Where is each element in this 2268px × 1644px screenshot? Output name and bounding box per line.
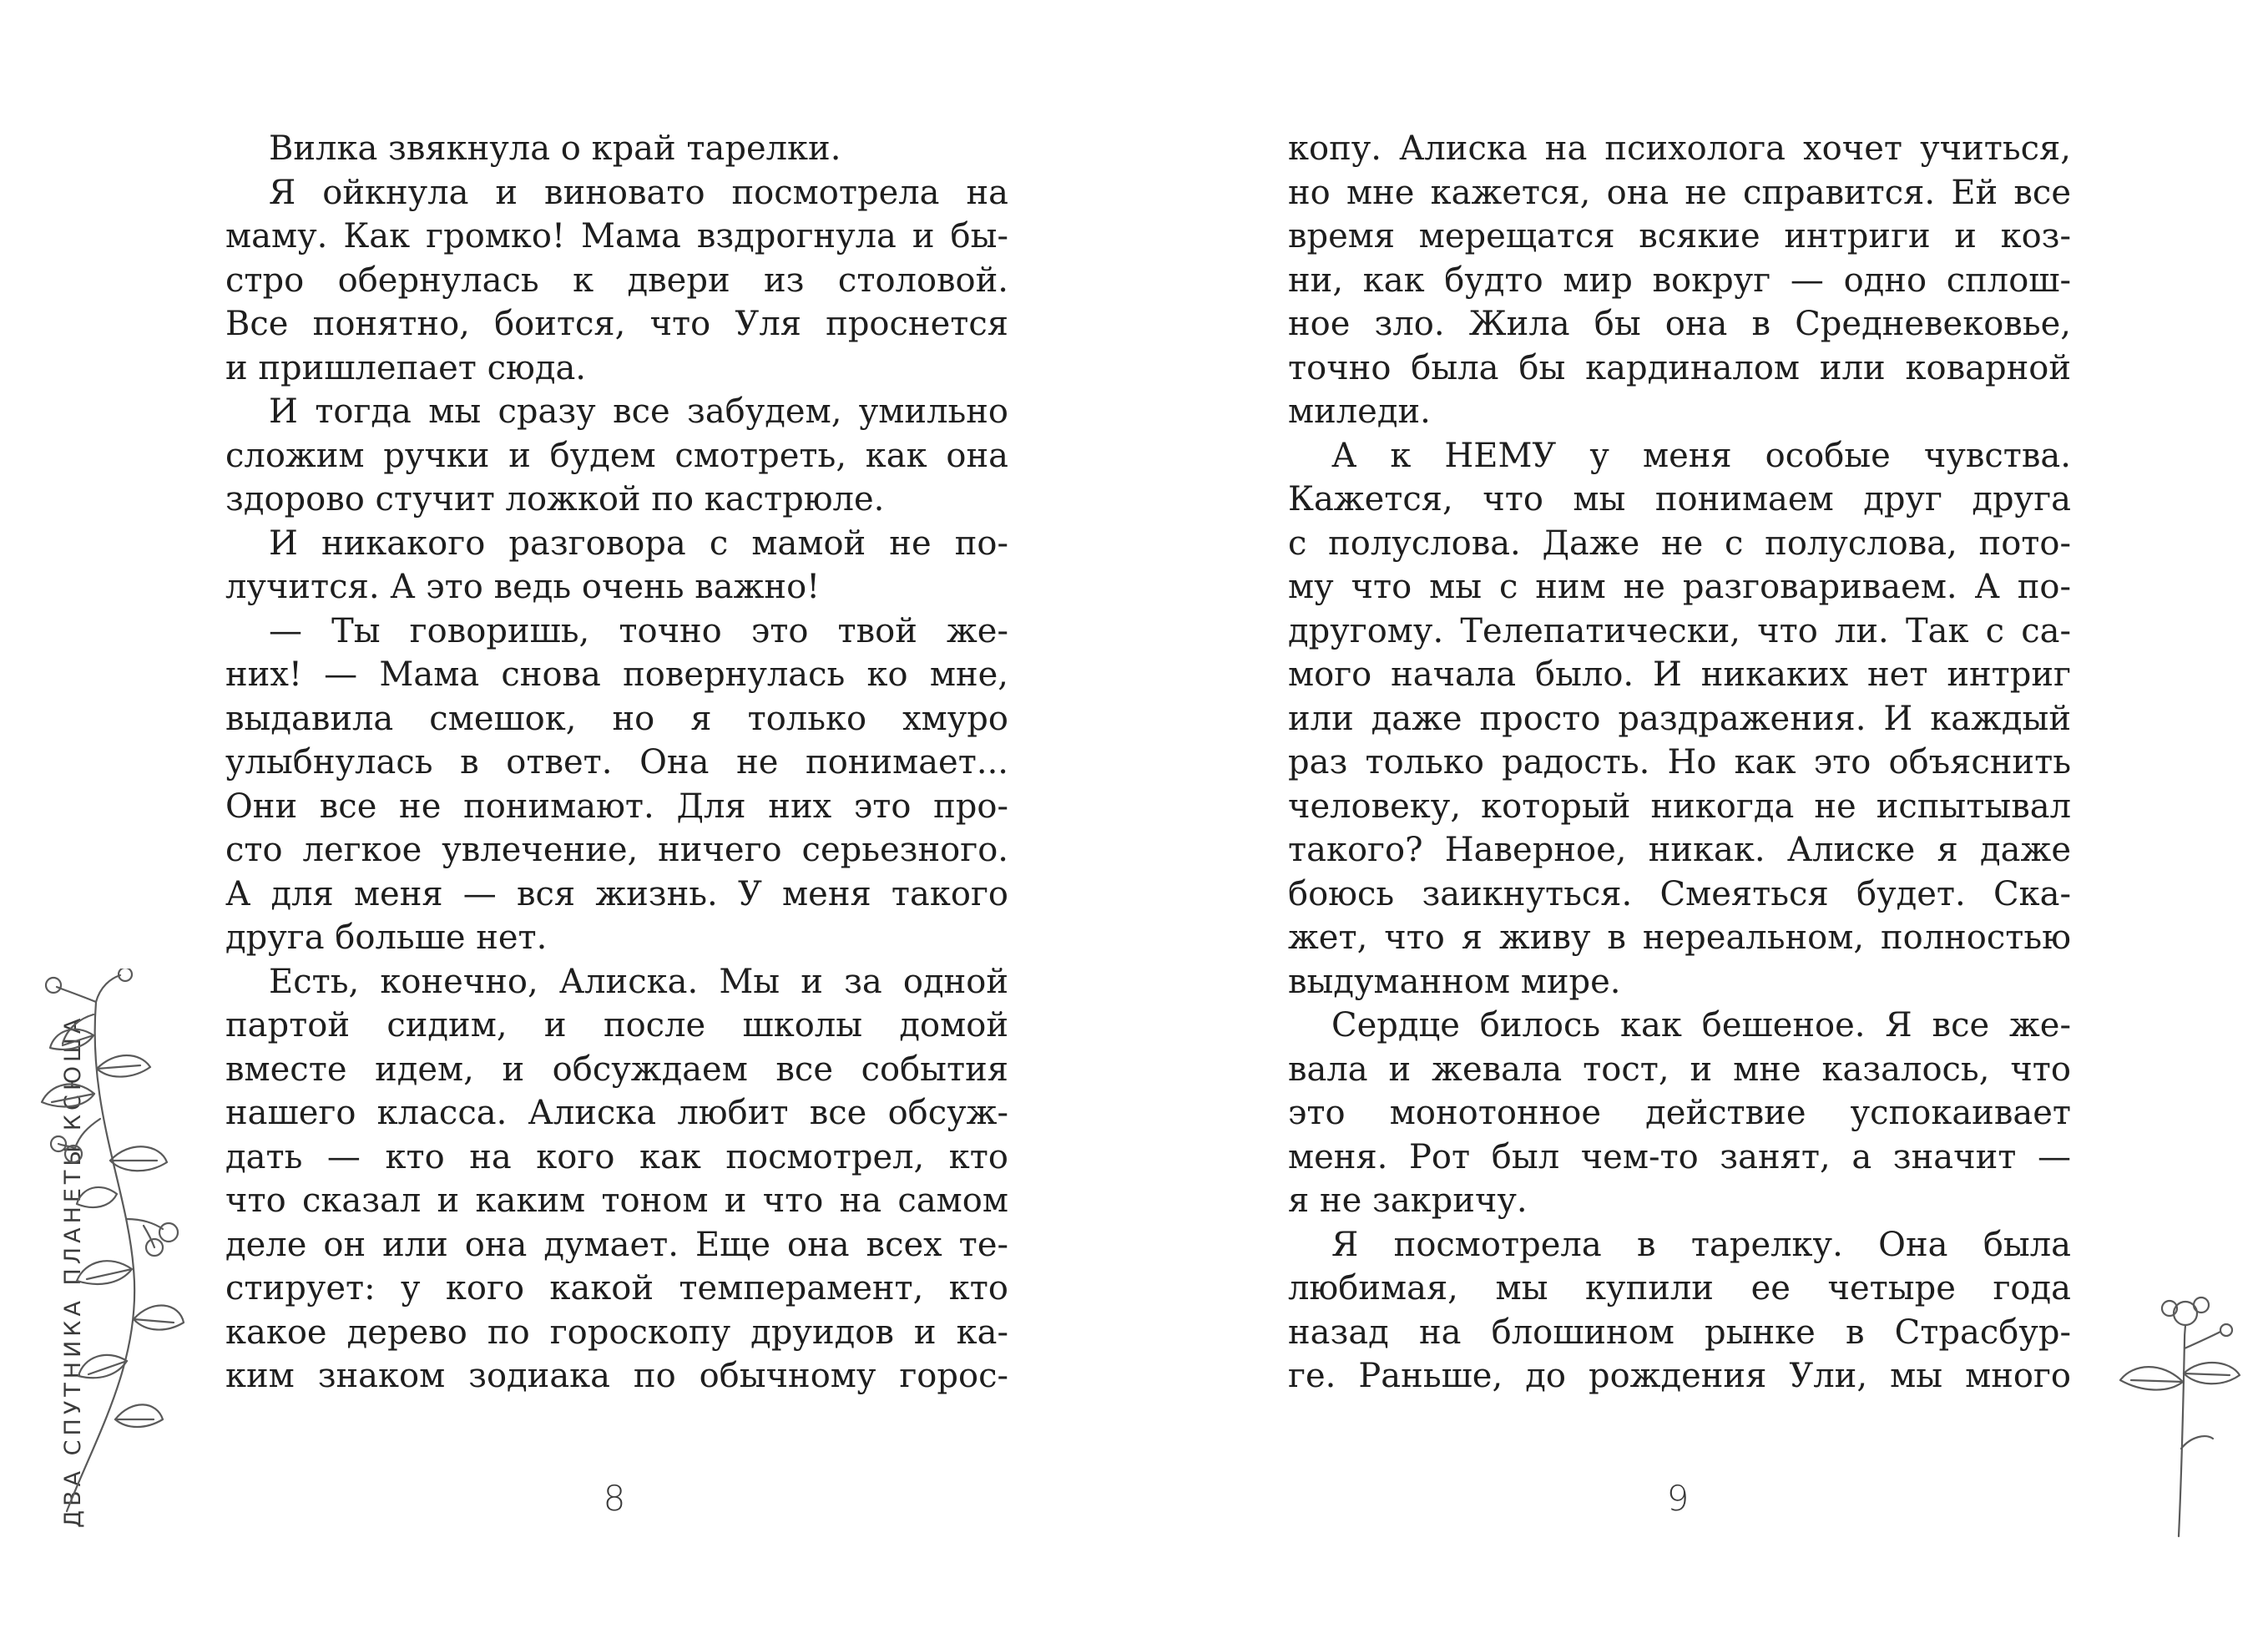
left-page-text-line: лучится. А это ведь очень важно! bbox=[225, 568, 821, 606]
left-page-text-line: маму. Как громко! Мама вздрогнула и бы- bbox=[225, 217, 1008, 255]
left-page-text-line: какое дерево по гороскопу друидов и ка- bbox=[225, 1313, 1008, 1352]
left-page-text-line: здорово стучит ложкой по кастрюле. bbox=[225, 480, 885, 518]
right-page-text-line: миледи. bbox=[1288, 392, 1431, 431]
left-page-text bbox=[225, 127, 1008, 1399]
right-page-text-line: я не закричу. bbox=[1288, 1181, 1528, 1220]
left-page-text-line: Вилка звякнула о край тарелки. bbox=[269, 129, 841, 168]
right-page-text-line: мого начала было. И никаких нет интриг bbox=[1288, 655, 2071, 694]
running-title: ДВА СПУТНИКА ПЛАНЕТЫ КСЮША bbox=[60, 1014, 86, 1528]
right-page-text-line: любимая, мы купили ее четыре года bbox=[1288, 1269, 2071, 1308]
right-page-text-line: такого? Наверное, никак. Алиске я даже bbox=[1288, 831, 2071, 869]
left-page-text-line: деле он или она думает. Еще она всех те- bbox=[225, 1225, 1008, 1264]
right-page-text-line: копу. Алиска на психолога хочет учиться, bbox=[1288, 129, 2071, 168]
right-page-text-line: меня. Рот был чем-то занят, а значит — bbox=[1288, 1137, 2071, 1176]
left-page-text-line: выдавила смешок, но я только хмуро bbox=[225, 699, 1008, 738]
left-page-text-line: друга больше нет. bbox=[225, 918, 548, 957]
left-page-text-line: партой сидим, и после школы домой bbox=[225, 1006, 1008, 1045]
right-page-text-line: ни, как будто мир вокруг — одно сплош- bbox=[1288, 261, 2071, 300]
left-page-text-line: стирует: у кого какой темперамент, кто bbox=[225, 1269, 1008, 1308]
left-page-text-line: стро обернулась к двери из столовой. bbox=[225, 261, 1008, 300]
right-page-text bbox=[1288, 127, 2071, 1399]
right-page-text-line: но мне кажется, она не справится. Ей все bbox=[1288, 173, 2071, 212]
left-page-text-line: И тогда мы сразу все забудем, умильно bbox=[269, 392, 1008, 431]
left-page-number: 8 bbox=[603, 1478, 626, 1519]
left-page-text-line: А для меня — вся жизнь. У меня такого bbox=[225, 874, 1008, 913]
left-page-text-line: вместе идем, и обсуждаем все события bbox=[225, 1050, 1008, 1089]
left-page-text-line: дать — кто на кого как посмотрел, кто bbox=[225, 1137, 1008, 1176]
left-page-text-line: Все понятно, боится, что Уля проснется bbox=[225, 305, 1008, 343]
right-page-text-line: боюсь заикнуться. Смеяться будет. Ска- bbox=[1288, 874, 2071, 913]
right-page-text-line: или даже просто раздражения. И каждый bbox=[1288, 699, 2071, 738]
right-page-text-line: вала и жевала тост, и мне казалось, что bbox=[1288, 1050, 2071, 1089]
right-page-text-line: му что мы с ним не разговариваем. А по- bbox=[1288, 568, 2071, 606]
left-page-text-line: улыбнулась в ответ. Она не понимает... bbox=[225, 743, 1008, 782]
right-page-text-line: раз только радость. Но как это объяснить bbox=[1288, 743, 2071, 782]
right-plant-illustration bbox=[2108, 1290, 2254, 1540]
left-page-text-line: и пришлепает сюда. bbox=[225, 348, 587, 387]
right-page-text-line: человеку, который никогда не испытывал bbox=[1288, 787, 2071, 826]
right-page-text-line: Сердце билось как бешеное. Я все же- bbox=[1331, 1006, 2071, 1045]
right-page-text-line: с полуслова. Даже не с полуслова, пото- bbox=[1288, 524, 2071, 563]
left-page-text-line: Я ойкнула и виновато посмотрела на bbox=[269, 173, 1008, 212]
left-page-text-line: ким знаком зодиака по обычному горос- bbox=[225, 1357, 1008, 1395]
right-page-number: 9 bbox=[1666, 1478, 1690, 1519]
left-page-text-line: сто легкое увлечение, ничего серьезного. bbox=[225, 831, 1008, 869]
right-page-text-line: это монотонное действие успокаивает bbox=[1288, 1094, 2071, 1132]
right-page-text-line: ное зло. Жила бы она в Средневековье, bbox=[1288, 305, 2071, 343]
right-page-text-line: А к НЕМУ у меня особые чувства. bbox=[1331, 436, 2071, 475]
right-page-text-line: другому. Телепатически, что ли. Так с са- bbox=[1288, 611, 2071, 650]
left-page-text-line: нашего класса. Алиска любит все обсуж- bbox=[225, 1094, 1008, 1132]
left-page-text-line: них! — Мама снова повернулась ко мне, bbox=[225, 655, 1008, 694]
left-plant-illustration bbox=[17, 969, 192, 1520]
right-page-text-line: время мерещатся всякие интриги и коз- bbox=[1288, 217, 2071, 255]
left-page-text-line: — Ты говоришь, точно это твой же- bbox=[269, 611, 1008, 650]
right-page-text-line: жет, что я живу в нереальном, полностью bbox=[1288, 918, 2071, 957]
left-page-text-line: Они все не понимают. Для них это про- bbox=[225, 787, 1008, 826]
left-page-text-line: Есть, конечно, Алиска. Мы и за одной bbox=[269, 962, 1008, 1001]
right-page-text-line: ге. Раньше, до рождения Ули, мы много bbox=[1288, 1357, 2071, 1395]
left-page-text-line: И никакого разговора с мамой не по- bbox=[269, 524, 1008, 563]
right-page-text-line: Я посмотрела в тарелку. Она была bbox=[1331, 1225, 2071, 1264]
left-page-text-line: что сказал и каким тоном и что на самом bbox=[225, 1181, 1008, 1220]
left-page-text-line: сложим ручки и будем смотреть, как она bbox=[225, 436, 1008, 475]
right-page-text-line: точно была бы кардиналом или коварной bbox=[1288, 348, 2071, 387]
right-page-text-line: назад на блошином рынке в Страсбур- bbox=[1288, 1313, 2071, 1352]
right-page-text-line: Кажется, что мы понимаем друг друга bbox=[1288, 480, 2071, 518]
right-page-text-line: выдуманном мире. bbox=[1288, 962, 1621, 1001]
